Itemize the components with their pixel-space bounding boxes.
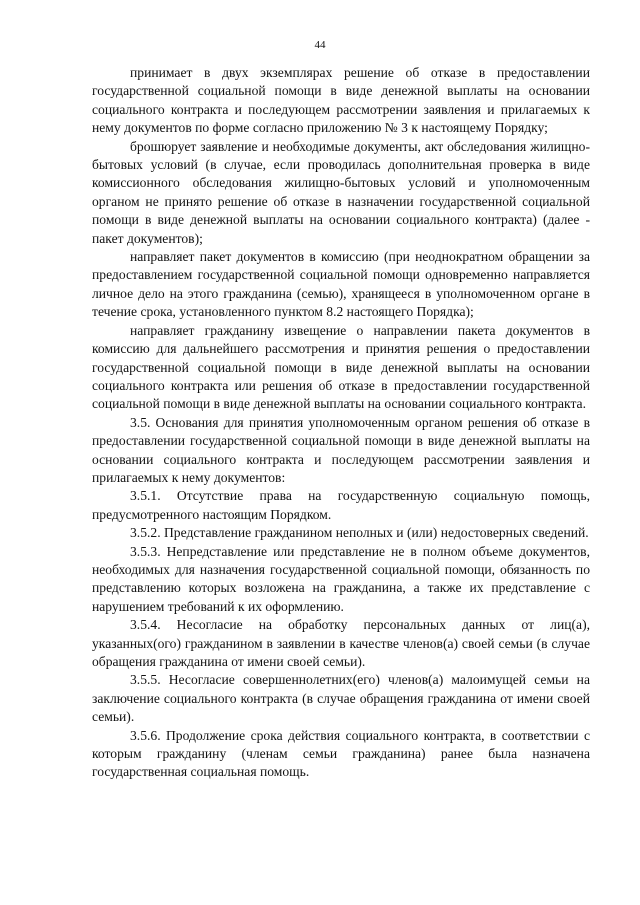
- paragraph-3-5-2: 3.5.2. Представление гражданином неполных и (или) недостоверных сведений.: [130, 525, 589, 541]
- paragraph-decision-refusal: принимает в двух экземплярах решение об отказе в предоставлении государственной социальной помощи в виде денежной выплаты на основании социального контракта и последующем рассмотрении заявления и прилагаемых к нему документов по форме согласно приложению № 3 к настоящему Порядку;: [92, 65, 590, 136]
- paragraph-notify-citizen: направляет гражданину извещение о направлении пакета документов в комиссию для дальнейшего рассмотрения и принятия решения о предоставлении государственной социальной помощи в виде денежной выплаты на основании социального контракта или решения об отказе в предоставлении государственной социальной помощи в виде денежной выплаты на основании социального контракта.: [92, 322, 590, 412]
- paragraph-3-5: 3.5. Основания для принятия уполномоченным органом решения об отказе в предоставлении государственной социальной помощи в виде денежной выплаты на основании социального контракта и последующем рассмотрении заявления и прилагаемых к нему документов:: [92, 414, 590, 485]
- paragraph-document-package: брошюрует заявление и необходимые документы, акт обследования жилищно-бытовых условий (в случае, если проводилась дополнительная проверка в виде комиссионного обследования жилищно-бытовых условий и уполномоченным органом не принято решение об отказе в назначении государственной социальной помощи в виде денежной выплаты на основании социального контракта) (далее - пакет документов);: [92, 138, 590, 246]
- document-body: [92, 64, 590, 782]
- paragraph-send-to-commission: направляет пакет документов в комиссию (при неоднократном обращении за предоставлением государственной социальной помощи одновременно направляется личное дело на этого гражданина (семью), хранящееся в уполномоченном органе в течение срока, установленного пунктом 8.2 настоящего Порядка);: [92, 249, 590, 320]
- page-number: 44: [314, 39, 326, 51]
- paragraph-3-5-3: 3.5.3. Непредставление или представление не в полном объеме документов, необходимых для назначения государственной социальной помощи, обязанность по представлению которых возложена на гражданина, а также их представление с нарушением требований к их оформлению.: [92, 543, 590, 614]
- paragraph-3-5-1: 3.5.1. Отсутствие права на государственную социальную помощь, предусмотренного настоящим Порядком.: [92, 488, 590, 522]
- paragraph-3-5-4: 3.5.4. Несогласие на обработку персональных данных от лиц(а), указанных(ого) гражданином в заявлении в качестве членов(а) своей семьи (в случае обращения гражданина от имени своей семьи).: [92, 617, 590, 669]
- paragraph-3-5-6: 3.5.6. Продолжение срока действия социального контракта, в соответствии с которым гражданину (членам семьи гражданина) ранее была назначена государственная социальная помощь.: [92, 727, 590, 780]
- paragraph-3-5-5: 3.5.5. Несогласие совершеннолетних(его) членов(а) малоимущей семьи на заключение социального контракта (в случае обращения гражданина от имени своей семьи).: [92, 672, 590, 725]
